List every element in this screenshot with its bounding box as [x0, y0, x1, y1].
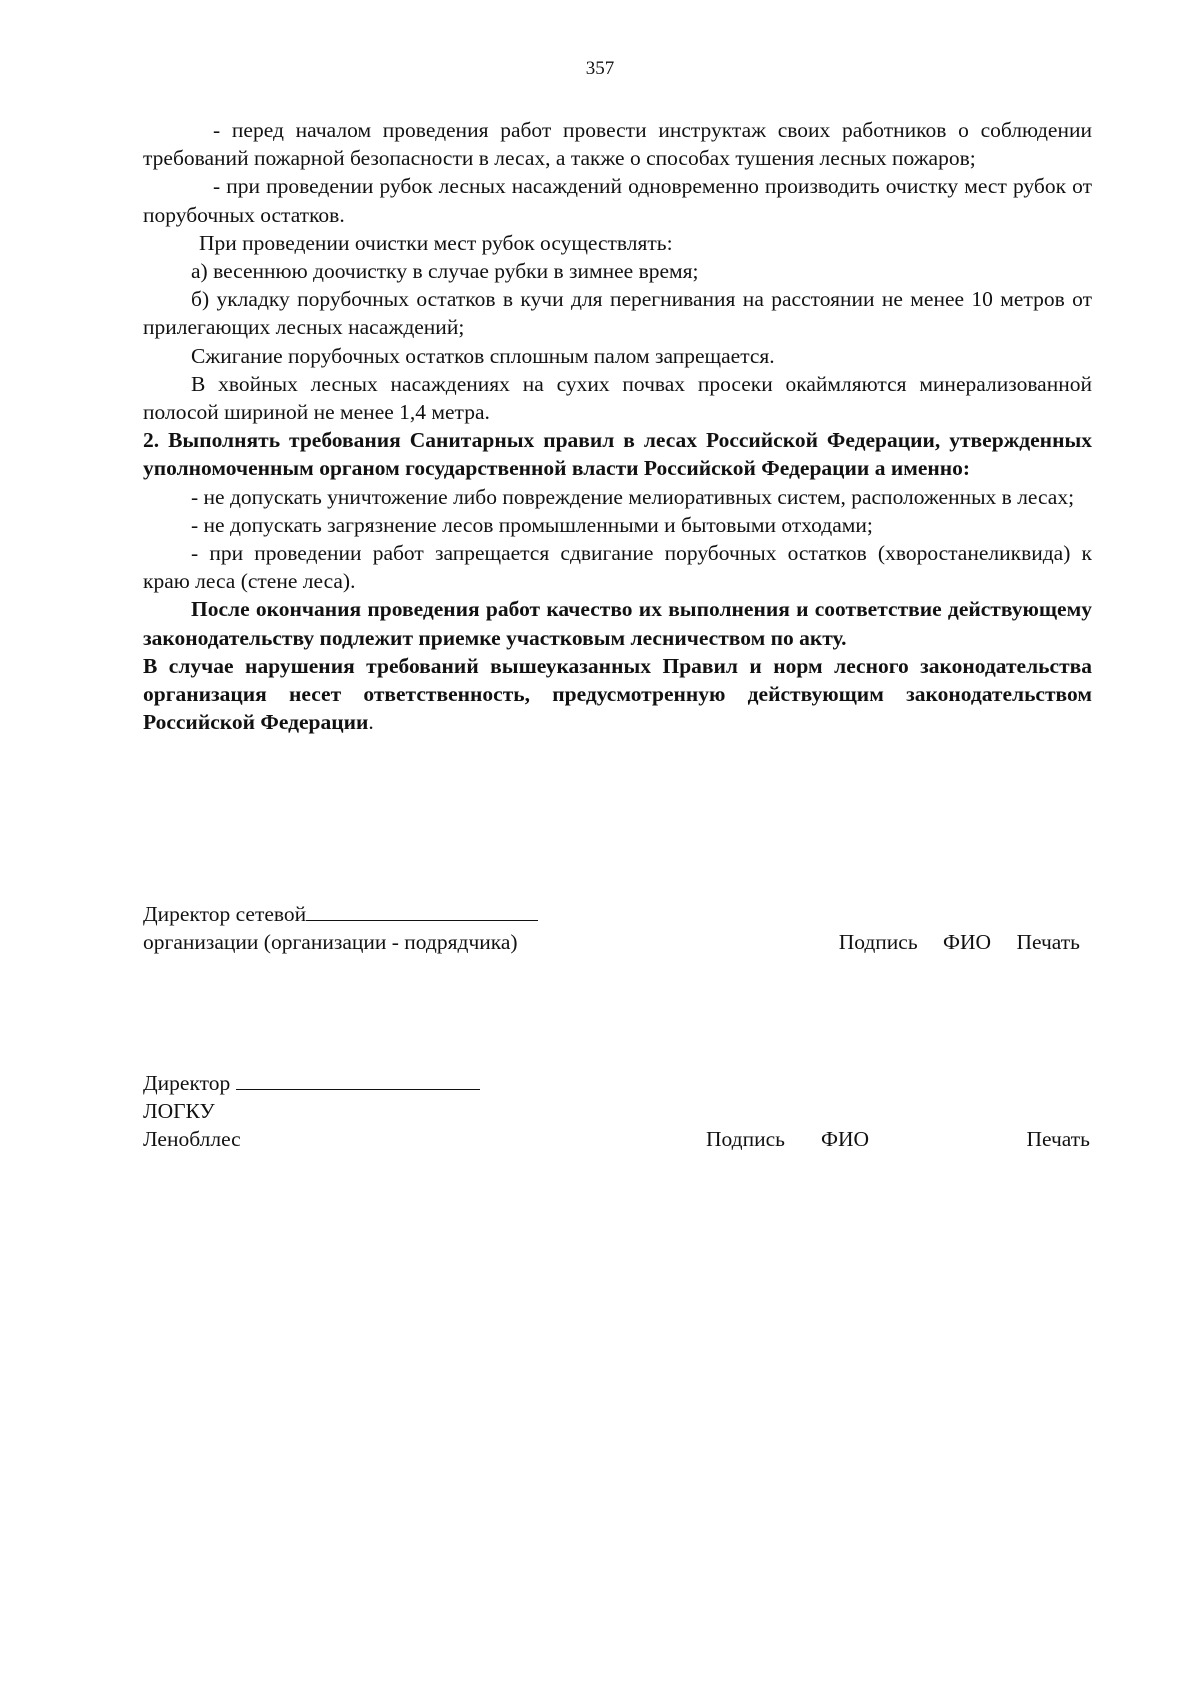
signature-row-1: [143, 900, 1092, 928]
signature-line: [306, 900, 538, 921]
signature-row-3: [143, 1125, 1092, 1153]
page-number: 357: [585, 58, 615, 79]
signature-line: [236, 1069, 480, 1090]
paragraph-liability: [143, 652, 1092, 737]
paragraph-mineral-strip: В хвойных лесных насаждениях на сухих почвах просеки окаймляются минерализованной полосой шириной не менее 1,4 метра.: [143, 371, 1092, 425]
paragraph-item-a: а) весеннюю доочистку в случае рубки в зимнее время;: [191, 259, 699, 284]
paragraph-acceptance: После окончания проведения работ качество их выполнения и соответствие действующему законодательству подлежит приемке участковым лесничеством по акту.: [143, 597, 1092, 650]
signature-block-logku: [143, 1069, 1092, 1153]
signature-label: Подпись: [706, 1127, 785, 1151]
paragraph-melioration: - не допускать уничтожение либо повреждение мелиоративных систем, расположенных в лесах;: [191, 484, 1075, 509]
paragraph-sanitary-rules: 2. Выполнять требования Санитарных правил в лесах Российской Федерации, утвержденных уполномоченным органом государственной власти Российской Федерации а именно:: [143, 428, 1092, 481]
signature-row-2: [143, 928, 1092, 956]
stamp-label: Печать: [1016, 930, 1080, 954]
paragraph-pollution: - не допускать загрязнение лесов промышленными и бытовыми отходами;: [191, 512, 873, 537]
director-label: Директор: [143, 1071, 231, 1095]
paragraph-logging-cleanup: - при проведении рубок лесных насаждений одновременно производить очистку мест рубок от порубочных остатков.: [143, 174, 1092, 227]
fio-label: ФИО: [821, 1127, 870, 1151]
signature-labels: [819, 928, 1080, 956]
stamp-label: Печать: [1026, 1127, 1090, 1151]
signature-block-contractor: [143, 900, 1092, 956]
signature-row-1: [143, 1069, 1092, 1097]
liability-period: .: [368, 710, 374, 735]
paragraph-item-b: б) укладку порубочных остатков в кучи для перегнивания на расстоянии не менее 10 метров от прилегающих лесных насаждений;: [143, 287, 1092, 340]
signature-row-2: [143, 1097, 1092, 1125]
director-network-label: Директор сетевой: [143, 902, 307, 926]
lenobles-label: Ленобллес: [143, 1127, 241, 1151]
paragraph-cleanup-intro: При проведении очистки мест рубок осуществлять:: [199, 230, 673, 255]
paragraph-burning-prohibited: Сжигание порубочных остатков сплошным палом запрещается.: [191, 343, 775, 368]
fio-label: ФИО: [943, 930, 992, 954]
organization-label: организации (организации - подрядчика): [143, 930, 518, 954]
document-body: [143, 116, 1092, 736]
paragraph-brushwood: - при проведении работ запрещается сдвигание порубочных остатков (хворостанеликвида) к краю леса (стене леса).: [143, 541, 1092, 594]
liability-text: В случае нарушения требований вышеуказанных Правил и норм лесного законодательства организация несет ответственность, предусмотренную действующим законодательством Российской Федерации: [143, 653, 1092, 735]
logku-label: ЛОГКУ: [143, 1099, 215, 1123]
paragraph-fire-briefing: - перед началом проведения работ провести инструктаж своих работников о соблюдении требований пожарной безопасности в лесах, а также о способах тушения лесных пожаров;: [143, 118, 1092, 171]
signature-label: Подпись: [838, 930, 918, 954]
